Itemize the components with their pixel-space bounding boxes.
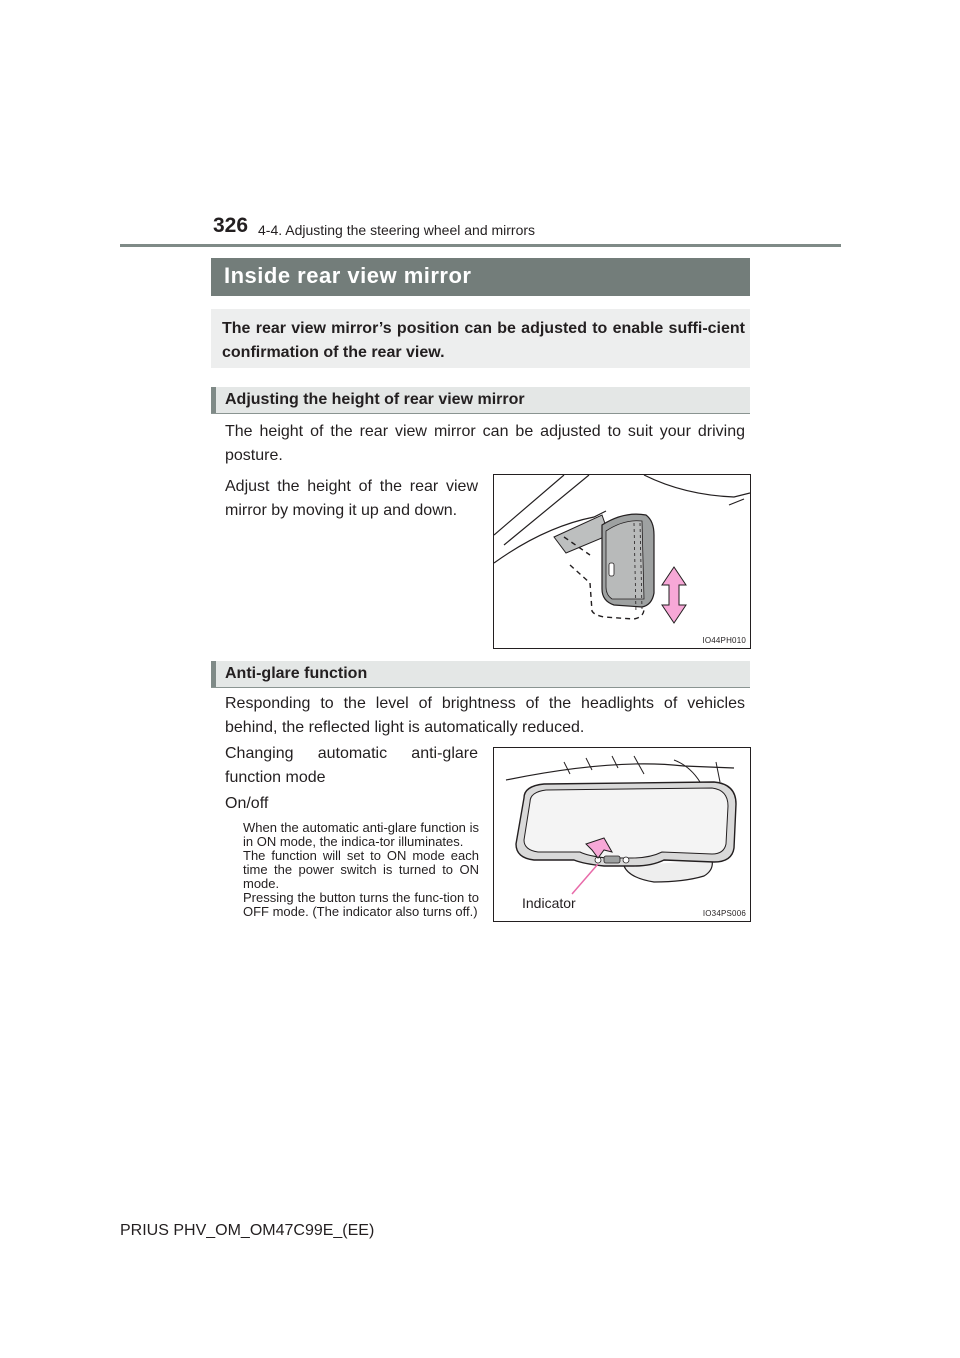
footer-doc-id: PRIUS PHV_OM_OM47C99E_(EE): [120, 1222, 375, 1239]
antiglare-section-heading: [211, 661, 750, 688]
mirror-height-figure: [493, 474, 751, 649]
intro-box: [211, 309, 750, 368]
note-item: When the automatic anti-glare function is in ON mode, the indica-tor illuminates.: [243, 820, 479, 849]
height-section-heading: [211, 387, 750, 414]
antiglare-figure: [493, 747, 751, 922]
header-divider: [120, 244, 841, 247]
note-item: Pressing the button turns the func-tion to OFF mode. (The indicator also turns off.): [243, 890, 479, 919]
indicator-label: Indicator: [522, 895, 576, 911]
page-number: 326: [213, 214, 249, 237]
antiglare-notes: [243, 821, 479, 919]
mode-heading: Changing automatic anti-glare function mode: [225, 745, 478, 786]
figure-code: IO34PS006: [702, 909, 746, 918]
page-title-banner: [211, 258, 750, 296]
note-item: The function will set to ON mode each time the power switch is turned to ON mode.: [243, 848, 479, 891]
height-paragraph: The height of the rear view mirror can be adjusted to suit your driving posture.: [225, 423, 745, 464]
intro-text: The rear view mirror’s position can be adjusted to enable suffi-cient confirmation of the rear view.: [222, 320, 745, 361]
height-instruction: Adjust the height of the rear view mirror by moving it up and down.: [225, 478, 478, 519]
antiglare-paragraph: Responding to the level of brightness of the headlights of vehicles behind, the reflected light is automatically reduced.: [225, 695, 745, 736]
mirror-height-illustration: [494, 475, 750, 648]
height-heading-text: Adjusting the height of rear view mirror: [225, 391, 525, 408]
section-breadcrumb: 4-4. Adjusting the steering wheel and mirrors: [258, 222, 536, 238]
figure-code: IO44PH010: [702, 636, 746, 645]
antiglare-heading-text: Anti-glare function: [225, 665, 368, 682]
page-title: Inside rear view mirror: [224, 263, 472, 288]
onoff-label: On/off: [225, 795, 269, 812]
